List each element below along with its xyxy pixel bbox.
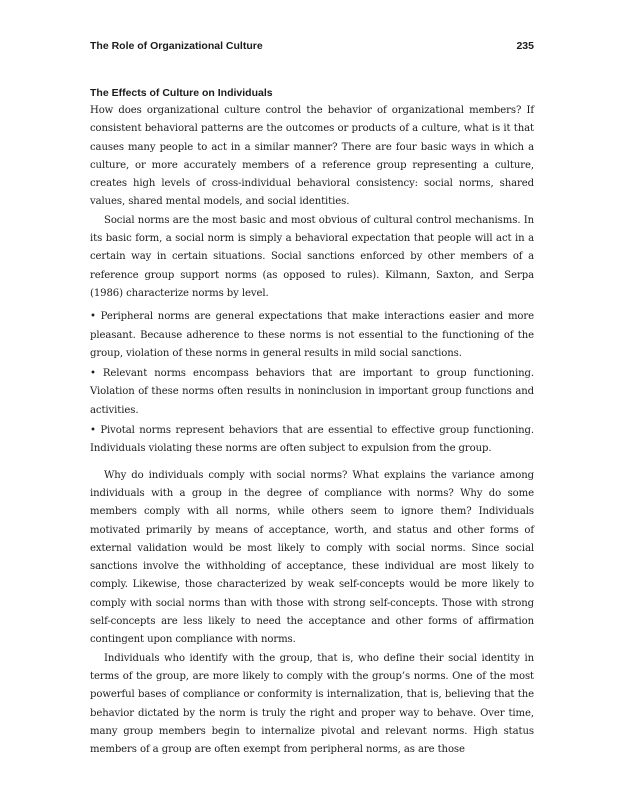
- paragraph-1: How does organizational culture control the behavior of organizational members? If consistent behavioral patterns are the outcomes or products of a culture, what is it that causes many people to act in a similar manner? There are four basic ways in which a culture, or more accurately members of a reference group representing a culture, creates high levels of cross-individual behavioral consistency: social norms, shared values, shared mental models, and social identities.: [90, 105, 534, 208]
- paragraph-4: Individuals who identify with the group, that is, who define their social identity in terms of the group, are more likely to comply with the group’s norms. One of the most powerful bases of compliance or conformity is internalization, that is, believing that the behavior dictated by the norm is truly the right and proper way to behave. Over time, many group members begin to internalize pivotal and relevant norms. High status members of a group are often exempt from peripheral norms, as are those: [90, 652, 534, 756]
- paragraph-2: Social norms are the most basic and most obvious of cultural control mechanisms. In its basic form, a social norm is simply a behavioral expectation that people will act in a certain way in certain situations. Social sanctions enforced by other members of a reference group support norms (as opposed to rules). Kilmann, Saxton, and Serpa (1986) characterize norms by level.: [90, 214, 534, 299]
- page-number: 235: [516, 40, 534, 52]
- chapter-title: The Role of Organizational Culture: [90, 40, 263, 52]
- bullet-relevant-norms: • Relevant norms encompass behaviors that are important to group functioning. Violation of these norms often results in noninclusion in important group functions and activities.: [90, 368, 534, 416]
- bullet-pivotal-norms: • Pivotal norms represent behaviors that are essential to effective group functioning. Individuals violating these norms are often subject to expulsion from the group.: [90, 425, 534, 455]
- norm-levels-list: [90, 308, 534, 458]
- running-header: [90, 40, 534, 56]
- bullet-peripheral-norms: • Peripheral norms are general expectations that make interactions easier and more pleasant. Because adherence to these norms is not essential to the functioning of the group, violation of these norms in general results in mild social sanctions.: [90, 311, 534, 359]
- section-heading: The Effects of Culture on Individuals: [90, 87, 273, 99]
- main-content: [90, 86, 534, 759]
- paragraph-3: Why do individuals comply with social norms? What explains the variance among individuals with a group in the degree of compliance with norms? Why do some members comply with all norms, while others seem to ignore them? Individuals motivated primarily by means of acceptance, worth, and status and other forms of external validation would be most likely to comply with social norms. Since social sanctions involve the withholding of acceptance, these individual are most likely to comply. Likewise, those characterized by weak self-concepts would be more likely to comply with social norms than with those with strong self-concepts. Those with strong self-concepts are less likely to need the acceptance and other forms of affirmation contingent upon compliance with norms.: [90, 469, 534, 646]
